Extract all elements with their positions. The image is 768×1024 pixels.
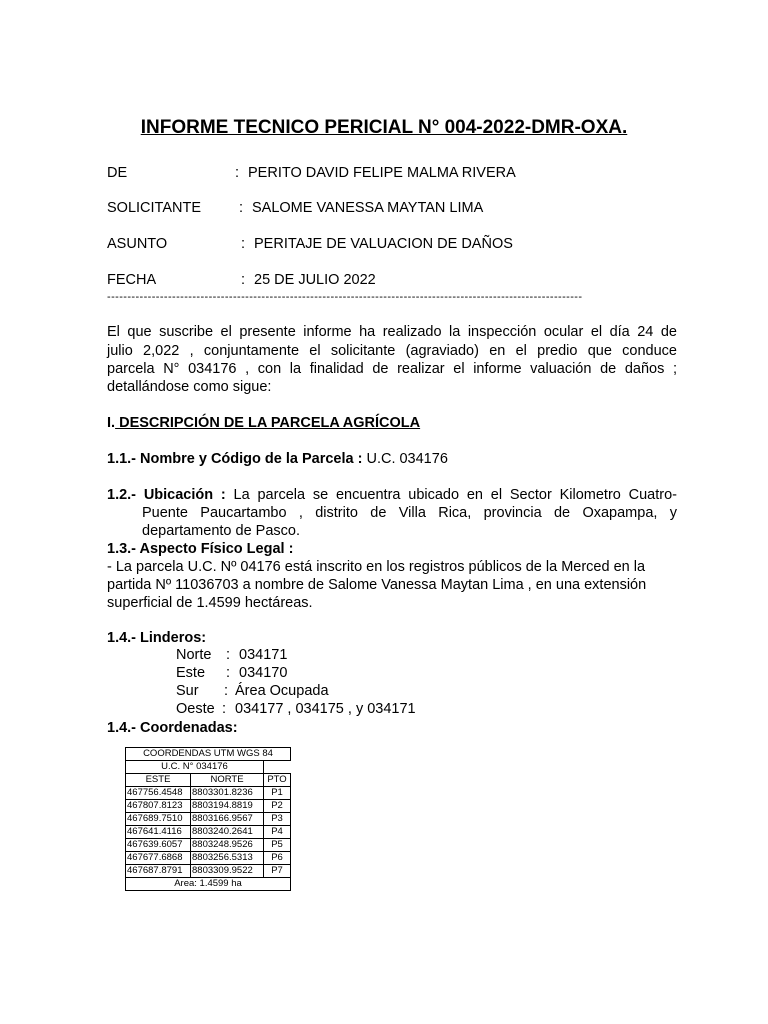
header-value: 25 DE JULIO 2022: [254, 272, 376, 288]
table-row: [126, 865, 291, 878]
header-value: SALOME VANESSA MAYTAN LIMA: [252, 200, 484, 216]
cell-este: 467756.4548: [126, 787, 191, 800]
lindero-row: [176, 665, 576, 683]
lindero-row: [176, 701, 576, 719]
lindero-direction: Oeste: [176, 701, 215, 717]
item-label: 1.4.- Linderos:: [107, 630, 207, 646]
table-area-footer: Area: 1.4599 ha: [126, 878, 291, 891]
column-header-norte: NORTE: [191, 774, 264, 787]
item-label: 1.2.- Ubicación :: [107, 487, 226, 503]
header-value: PERITAJE DE VALUACION DE DAÑOS: [254, 236, 513, 252]
cell-este: 467641.4116: [126, 826, 191, 839]
table-row: [126, 787, 291, 800]
cell-norte: 8803194.8819: [191, 800, 264, 813]
header-colon: :: [241, 236, 246, 252]
lindero-value: 034170: [239, 665, 288, 681]
header-colon: :: [239, 200, 244, 216]
cell-este: 467677.6868: [126, 852, 191, 865]
report-title: INFORME TECNICO PERICIAL N° 004-2022-DMR-OXA.: [140, 117, 628, 138]
intro-line-3: parcela N° 034176 , con la finalidad de realizar el informe valuación de daños ;: [107, 361, 677, 377]
item-text: La parcela se encuentra ubicado en el Sector Kilometro Cuatro-: [225, 487, 677, 503]
cell-norte: 8803240.2641: [191, 826, 264, 839]
cell-este: 467687.8791: [126, 865, 191, 878]
cell-norte: 8803248.9526: [191, 839, 264, 852]
separator-rule: ---------------------------------------------------------------------------------------------------------------------: [107, 291, 583, 303]
item-1-2-line-1: [107, 486, 677, 505]
item-1-2-line-2: Puente Paucartambo , distrito de Villa Rica, provincia de Oxapampa, y: [142, 505, 677, 521]
column-header-pto: PTO: [264, 774, 291, 787]
header-label: SOLICITANTE: [107, 200, 201, 216]
intro-line-2: julio 2,022 , conjuntamente el solicitante (agraviado) en el predio que conduce: [107, 343, 677, 359]
lindero-colon: :: [222, 701, 227, 717]
table-row: [126, 839, 291, 852]
section-prefix: I.: [107, 415, 116, 431]
item-value: U.C. 034176: [362, 451, 448, 467]
item-label: 1.1.- Nombre y Código de la Parcela :: [107, 451, 363, 467]
table-row: [126, 813, 291, 826]
lindero-row: [176, 683, 576, 701]
intro-line-4: detallándose como sigue:: [107, 379, 272, 395]
header-label: ASUNTO: [107, 236, 168, 252]
lindero-value: Área Ocupada: [235, 683, 329, 699]
item-1-3-line-2: partida Nº 11036703 a nombre de Salome Vanessa Maytan Lima , en una extensión: [107, 577, 647, 593]
header-colon: :: [235, 165, 240, 181]
cell-pto: P6: [264, 852, 291, 865]
header-row-asunto: [107, 236, 707, 256]
header-value: PERITO DAVID FELIPE MALMA RIVERA: [248, 165, 516, 181]
header-row-de: [107, 165, 707, 185]
item-1-4-label: [107, 629, 677, 648]
header-label: FECHA: [107, 272, 157, 288]
cell-este: 467689.7510: [126, 813, 191, 826]
table-footer-row: [126, 878, 291, 891]
lindero-row: [176, 647, 576, 665]
lindero-value: 034171: [239, 647, 288, 663]
table-subtitle: U.C. N° 034176: [126, 761, 264, 774]
lindero-value: 034177 , 034175 , y 034171: [235, 701, 416, 717]
coordinates-table: [125, 747, 291, 891]
cell-pto: P3: [264, 813, 291, 826]
table-blank-cell: [264, 761, 291, 774]
cell-pto: P2: [264, 800, 291, 813]
cell-este: 467639.6057: [126, 839, 191, 852]
table-title: COORDENDAS UTM WGS 84: [126, 748, 291, 761]
item-1-3-line-3: superficial de 1.4599 hectáreas.: [107, 595, 313, 611]
table-header-row: [126, 774, 291, 787]
table-row: [126, 826, 291, 839]
item-1-3-label: [107, 540, 677, 559]
cell-norte: 8803309.9522: [191, 865, 264, 878]
cell-pto: P5: [264, 839, 291, 852]
item-coordenadas-label: [107, 719, 677, 738]
cell-norte: 8803166.9567: [191, 813, 264, 826]
item-1-3-line-1: - La parcela U.C. Nº 04176 está inscrito en los registros públicos de la Merced en la: [107, 559, 646, 575]
cell-pto: P7: [264, 865, 291, 878]
table-subtitle-row: [126, 761, 291, 774]
header-row-fecha: [107, 272, 707, 292]
lindero-direction: Sur: [176, 683, 199, 699]
item-label: 1.3.- Aspecto Físico Legal :: [107, 541, 294, 557]
item-label: 1.4.- Coordenadas:: [107, 720, 238, 736]
header-label: DE: [107, 165, 128, 181]
table-row: [126, 800, 291, 813]
lindero-direction: Este: [176, 665, 206, 681]
item-1-1: [107, 450, 677, 469]
cell-norte: 8803256.5313: [191, 852, 264, 865]
lindero-colon: :: [226, 647, 231, 663]
header-colon: :: [241, 272, 246, 288]
section-title: DESCRIPCIÓN DE LA PARCELA AGRÍCOLA: [115, 415, 421, 431]
cell-este: 467807.8123: [126, 800, 191, 813]
intro-line-1: El que suscribe el presente informe ha realizado la inspección ocular el día 24 de: [107, 324, 677, 340]
lindero-direction: Norte: [176, 647, 212, 663]
lindero-colon: :: [226, 665, 231, 681]
column-header-este: ESTE: [126, 774, 191, 787]
header-row-solicitante: [107, 200, 707, 220]
cell-pto: P1: [264, 787, 291, 800]
section-heading: [107, 415, 420, 431]
cell-pto: P4: [264, 826, 291, 839]
lindero-colon: :: [224, 683, 229, 699]
cell-norte: 8803301.8236: [191, 787, 264, 800]
table-title-row: [126, 748, 291, 761]
item-1-2-line-3: departamento de Pasco.: [142, 523, 300, 539]
table-row: [126, 852, 291, 865]
